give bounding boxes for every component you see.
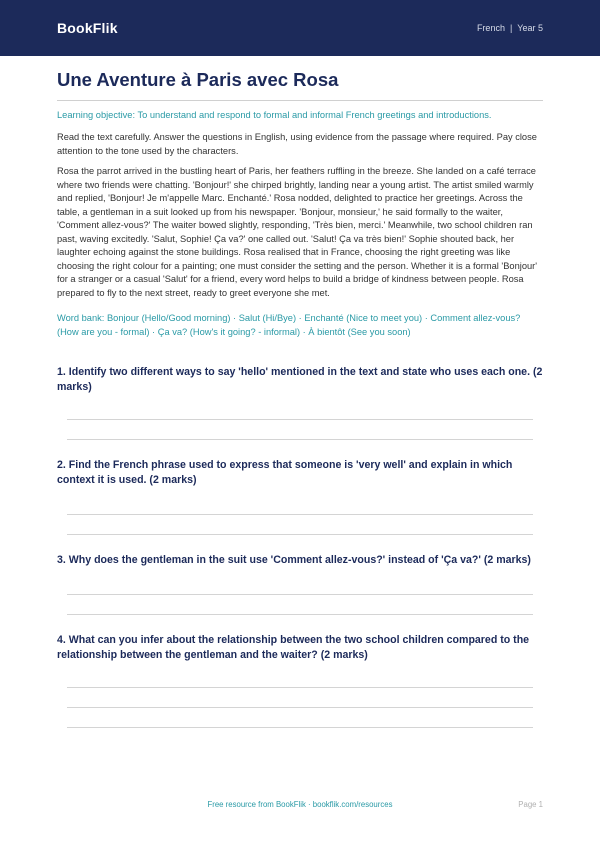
page-number: Page 1 — [518, 800, 543, 809]
answer-line[interactable] — [67, 687, 533, 688]
worksheet-content — [0, 69, 600, 728]
answer-line[interactable] — [67, 419, 533, 420]
brand-logo: BookFlik — [57, 20, 118, 36]
footer-resource-link[interactable]: Free resource from BookFlik · bookflik.com/resources — [207, 800, 393, 809]
page-title: Une Aventure à Paris avec Rosa — [57, 69, 543, 101]
answer-line[interactable] — [67, 707, 533, 708]
learning-objective: Learning objective: To understand and respond to formal and informal French greetings and introductions. — [57, 110, 492, 120]
subject-label: French — [476, 23, 505, 33]
answer-line[interactable] — [67, 439, 533, 440]
question-text: 1. Identify two different ways to say 'hello' mentioned in the text and state who uses each one. (2 marks) — [57, 366, 543, 393]
page-footer — [0, 800, 600, 814]
year-label: Year 5 — [517, 23, 543, 33]
answer-line[interactable] — [67, 594, 533, 595]
question-block-4 — [57, 633, 543, 728]
answer-line[interactable] — [67, 534, 533, 535]
question-text: 3. Why does the gentleman in the suit use 'Comment allez-vous?' instead of 'Ça va?' (2 marks) — [57, 554, 531, 566]
answer-line[interactable] — [67, 727, 533, 728]
reading-passage: Rosa the parrot arrived in the bustling heart of Paris, her feathers ruffling in the breeze. She landed on a café terrace where two friends were chatting. 'Bonjour!' she chirped brightly, landing near a young artist. The artist smiled warmly and replied, 'Bonjour! Je m'appelle Marc. Enchanté.' Rosa nodded, delighted to practice her greetings. Across the table, a gentleman in a suit looked up from his newspaper. 'Bonjour, monsieur,' he said formally to the waiter, 'Comment allez-vous?' The waiter bowed slightly, responding, 'Très bien, merci.' Meanwhile, two school children ran past, waving excitedly. 'Salut, Sophie! Ça va?' one called out. 'Salut! Ça va très bien!' Sophie shouted back, her laughter echoing against the stone buildings. Rosa realised that in France, choosing the right greeting was like choosing the right colour for a painting; one must consider the setting and the person. Whether it is a formal 'Bonjour' for a stranger or a casual 'Salut' for a friend, every word helps to build a bridge of kindness between people. Rosa prepared to fly to the next street, ready to greet everyone she met. — [57, 166, 538, 298]
word-bank: Word bank: Bonjour (Hello/Good morning) · Salut (Hi/Bye) · Enchanté (Nice to meet you) · Comment allez-vous? (How are you - formal) · Ça va? (How's it going? - informal) · À bientôt (See you soon) — [57, 313, 521, 337]
instructions: Read the text carefully. Answer the questions in English, using evidence from the passage where required. Pay close attention to the tone used by the characters. — [57, 132, 537, 156]
answer-line[interactable] — [67, 614, 533, 615]
question-block-2 — [57, 458, 543, 535]
question-block-1 — [57, 365, 543, 440]
meta-separator: | — [509, 23, 513, 33]
question-text: 2. Find the French phrase used to express that someone is 'very well' and explain in which context it is used. (2 marks) — [57, 459, 513, 486]
header-meta — [477, 23, 543, 33]
question-text: 4. What can you infer about the relationship between the two school children compared to the relationship between the gentleman and the waiter? (2 marks) — [57, 634, 530, 661]
question-block-3 — [57, 553, 543, 615]
page-header — [0, 0, 600, 56]
answer-line[interactable] — [67, 514, 533, 515]
